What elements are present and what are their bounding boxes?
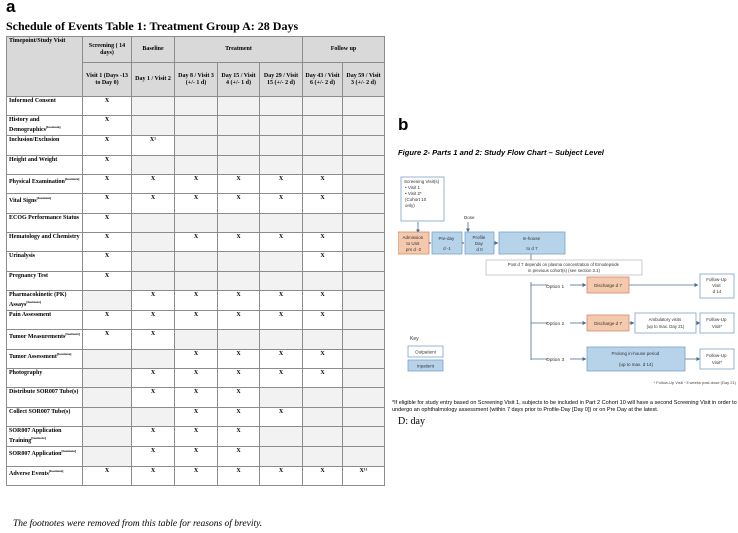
table-cell [303, 407, 343, 426]
key-title: Key [410, 336, 419, 342]
table-cell: X [132, 194, 175, 213]
table-row [7, 330, 385, 349]
table-cell [132, 97, 175, 116]
table-cell: X [175, 427, 218, 447]
svg-text:Admission to Unit: Admission to Unit pm d -2 [402, 235, 424, 252]
row-label: Collect SOR007 Tube(s) [7, 407, 83, 426]
table-cell [175, 252, 218, 271]
pre-day-box [432, 232, 462, 254]
table-cell [260, 447, 303, 466]
table-cell: X [303, 194, 343, 213]
table-cell [132, 349, 175, 368]
table-row [7, 466, 385, 485]
timepoint-header: Timepoint/Study Visit [7, 37, 83, 97]
dose-label: Dose [464, 215, 475, 220]
table-cell: X [83, 97, 132, 116]
table-cell [218, 330, 260, 349]
svg-text:Follow-Up Visit*: Follow-Up Visit* [706, 353, 727, 365]
visit-header: Day 43 / Visit 6 (+/- 2 d) [303, 63, 343, 97]
row-label: Distribute SOR007 Tube(s) [7, 388, 83, 407]
table-cell: X [260, 369, 303, 388]
follow-up-box-option-1 [700, 274, 734, 298]
table-cell [175, 271, 218, 290]
table-cell: X [83, 116, 132, 136]
table-cell: X [260, 233, 303, 252]
visit-header: Day 1 / Visit 2 [132, 63, 175, 97]
figure-note: *If eligible for study entry based on Screening Visit 1, subjects to be included in Part 2 Cohort 10 will have a second Screening Visit in order to undergo an ophthalmology assessment (within 7 days prior to Profile-Day [Day 0]) or on Pre Day at the latest. [392, 400, 737, 413]
table-cell [218, 155, 260, 174]
table-cell: X [260, 311, 303, 330]
table-cell [218, 252, 260, 271]
panel-a-label: a [6, 0, 16, 16]
table-cell [343, 252, 385, 271]
table-cell: X [303, 252, 343, 271]
row-label: Urinalysis [7, 252, 83, 271]
table-cell: X [132, 447, 175, 466]
table-cell: X [83, 175, 132, 194]
table-cell: X [260, 466, 303, 485]
table-cell: X [132, 388, 175, 407]
table-row [7, 213, 385, 232]
table-cell: X [218, 369, 260, 388]
table-cell: X [83, 271, 132, 290]
row-label: Pregnancy Test [7, 271, 83, 290]
table-cell: X [132, 311, 175, 330]
table-cell [260, 97, 303, 116]
table-row [7, 369, 385, 388]
table-row [7, 136, 385, 155]
table-cell: X [303, 175, 343, 194]
table-cell [343, 97, 385, 116]
table-row [7, 291, 385, 311]
table-cell [83, 447, 132, 466]
table-row [7, 233, 385, 252]
row-label: Photography [7, 369, 83, 388]
table-cell [343, 155, 385, 174]
table-cell [218, 271, 260, 290]
follow-up-box-option-3 [700, 349, 734, 369]
visit-header: Day 8 / Visit 3 (+/- 1 d) [175, 63, 218, 97]
discharge-box-option-2 [587, 315, 629, 331]
table-cell [303, 116, 343, 136]
key-inpatient [408, 360, 443, 371]
table-cell: X [132, 369, 175, 388]
table-cell: X [175, 388, 218, 407]
table-cell: X [218, 349, 260, 368]
table-footnote: The footnotes were removed from this table for reasons of brevity. [13, 519, 263, 529]
figure-title: Figure 2- Parts 1 and 2: Study Flow Chart – Subject Level [398, 148, 604, 157]
table-cell: X [83, 466, 132, 485]
table-cell [260, 116, 303, 136]
row-label: Hematology and Chemistry [7, 233, 83, 252]
table-cell [343, 447, 385, 466]
table-cell [303, 271, 343, 290]
svg-text:Follow-Up Visit*: Follow-Up Visit* [706, 317, 727, 329]
table-title: Schedule of Events Table 1: Treatment Group A: 28 Days [6, 19, 299, 33]
abbreviation-note: D: day [398, 416, 425, 427]
table-cell [132, 155, 175, 174]
table-cell [343, 330, 385, 349]
table-cell: X [175, 194, 218, 213]
table-cell: X [132, 466, 175, 485]
svg-text:Discharge d 7: Discharge d 7 [594, 321, 622, 326]
table-row [7, 388, 385, 407]
table-cell: X [132, 291, 175, 311]
table-cell [218, 116, 260, 136]
table-cell [303, 213, 343, 232]
svg-text:Ambulatory visits (up to: Ambulatory visits (up to max. Day 21) [646, 317, 685, 329]
table-cell: X [260, 291, 303, 311]
table-cell [83, 388, 132, 407]
table-cell [83, 349, 132, 368]
table-cell: X [303, 291, 343, 311]
group-header-treatment: Treatment [175, 37, 303, 63]
table-cell [132, 271, 175, 290]
table-row [7, 349, 385, 368]
table-cell [260, 136, 303, 155]
visit-header: Day 15 / Visit 4 (+/- 1 d) [218, 63, 260, 97]
row-label: ECOG Performance Status [7, 213, 83, 232]
table-cell [175, 116, 218, 136]
table-cell [175, 213, 218, 232]
svg-text:Profile Day d 0: Profile Day d 0 [472, 235, 486, 252]
table-row [7, 175, 385, 194]
table-cell [303, 427, 343, 447]
table-cell: X [175, 369, 218, 388]
table-cell [260, 213, 303, 232]
option-3-label: Option 3 [546, 358, 565, 363]
svg-text:In-house to d 7: In-house to d 7 [522, 236, 541, 251]
screening-visits-box [401, 177, 444, 221]
row-label: Pharmacokinetic (PK) Assays[footnote] [7, 291, 83, 311]
table-cell: X [132, 427, 175, 447]
table-cell: X [132, 175, 175, 194]
table-cell: X [218, 291, 260, 311]
table-cell [260, 427, 303, 447]
table-row [7, 155, 385, 174]
table-body [7, 97, 385, 486]
table-cell: X [175, 233, 218, 252]
table-cell: X¹ [132, 136, 175, 155]
table-cell [343, 427, 385, 447]
profile-day-box [465, 232, 494, 254]
table-cell: X [303, 466, 343, 485]
table-cell: X [83, 213, 132, 232]
group-header-baseline: Baseline [132, 37, 175, 63]
table-cell [303, 330, 343, 349]
table-cell [218, 97, 260, 116]
table-cell [260, 155, 303, 174]
table-cell: X [83, 311, 132, 330]
row-label: SOR007 Application Training[footnote] [7, 427, 83, 447]
table-cell: X [175, 407, 218, 426]
table-cell: X [132, 330, 175, 349]
prolong-in-house-box [587, 347, 685, 371]
table-cell [132, 213, 175, 232]
table-cell [132, 252, 175, 271]
table-cell: X [175, 466, 218, 485]
table-cell [303, 447, 343, 466]
admission-box [398, 232, 429, 254]
row-label: Adverse Events[footnote] [7, 466, 83, 485]
table-cell: X [218, 447, 260, 466]
table-cell [343, 349, 385, 368]
table-cell: X [303, 349, 343, 368]
table-cell: X [83, 136, 132, 155]
row-label: Physical Examination[footnote] [7, 175, 83, 194]
table-cell [175, 330, 218, 349]
table-row [7, 407, 385, 426]
option-1-label: Option 1 [546, 285, 565, 290]
row-label: Pain Assessment [7, 311, 83, 330]
table-cell [343, 388, 385, 407]
table-cell: X [303, 311, 343, 330]
table-cell [260, 330, 303, 349]
table-cell [303, 136, 343, 155]
svg-text:Post d 7 depends on plasma con: Post d 7 depends on plasma concentration of Emodepside in previous cohort(s) (see section 3.1) [507, 262, 620, 273]
table-row [7, 271, 385, 290]
table-cell: X [83, 330, 132, 349]
svg-text:Follow-Up Visit d: Follow-Up Visit d 14 [706, 277, 727, 294]
row-label: Tumor Assessment[footnote] [7, 349, 83, 368]
svg-text:Outpatient: Outpatient [415, 349, 436, 355]
table-cell [83, 291, 132, 311]
row-label: Informed Consent [7, 97, 83, 116]
table-row [7, 311, 385, 330]
table-cell [343, 116, 385, 136]
group-header-follow-up: Follow up [303, 37, 385, 63]
table-cell [303, 388, 343, 407]
table-row [7, 427, 385, 447]
ambulatory-visits-box [635, 313, 696, 333]
flow-chart-footnote: * Follow-Up Visit ~3 weeks post-dose (Day 21) [653, 380, 736, 385]
table-cell: X [303, 369, 343, 388]
svg-text:Discharge d 7: Discharge d 7 [594, 283, 622, 288]
table-cell: X [218, 311, 260, 330]
table-cell [132, 116, 175, 136]
table-cell: X [218, 427, 260, 447]
table-cell [175, 136, 218, 155]
table-cell: X [218, 194, 260, 213]
table-cell [343, 194, 385, 213]
table-row [7, 252, 385, 271]
row-label: Tumor Measurements[footnote] [7, 330, 83, 349]
table-cell [343, 175, 385, 194]
table-cell [83, 369, 132, 388]
table-cell [132, 233, 175, 252]
group-header-screening: Screening ( 14 days) [83, 37, 132, 63]
visit-header: Visit 1 (Days -13 to Day 0) [83, 63, 132, 97]
table-cell [343, 311, 385, 330]
header-row-groups [7, 37, 385, 63]
post-day7-note [486, 260, 642, 275]
table-cell [83, 407, 132, 426]
table-cell: X [218, 233, 260, 252]
table-cell [343, 291, 385, 311]
table-cell: X¹¹ [343, 466, 385, 485]
table-cell: X [260, 349, 303, 368]
svg-text:Screening Visit(s) • Vi: Screening Visit(s) • Visit 1 • Visit 2* (Cohort 10 only) [404, 179, 440, 208]
row-label: SOR007 Application[footnote] [7, 447, 83, 466]
table-cell: X [218, 466, 260, 485]
table-cell [343, 233, 385, 252]
table-cell [260, 271, 303, 290]
table-row [7, 194, 385, 213]
study-flow-chart [398, 170, 738, 392]
visit-header: Day 59 / Visit 3 (+/- 2 d) [343, 63, 385, 97]
table-cell: X [83, 252, 132, 271]
table-cell: X [218, 407, 260, 426]
table-cell [303, 155, 343, 174]
table-cell [343, 407, 385, 426]
table-cell: X [175, 291, 218, 311]
in-house-box [499, 232, 565, 254]
table-cell: X [175, 447, 218, 466]
table-cell: X [175, 175, 218, 194]
table-cell [343, 271, 385, 290]
row-label: Vital Signs[footnote] [7, 194, 83, 213]
key-outpatient [408, 346, 443, 357]
table-cell: X [218, 175, 260, 194]
table-cell: X [175, 349, 218, 368]
panel-b-label: b [398, 115, 409, 134]
table-cell [343, 213, 385, 232]
table-cell: X [260, 407, 303, 426]
table-cell: X [260, 175, 303, 194]
row-label: History and Demographics[footnote] [7, 116, 83, 136]
option-2-label: Option 2 [546, 322, 565, 327]
table-cell [260, 388, 303, 407]
row-label: Inclusion/Exclusion [7, 136, 83, 155]
follow-up-box-option-2 [700, 313, 734, 333]
svg-text:Inpatient: Inpatient [416, 363, 435, 369]
table-cell [343, 136, 385, 155]
svg-text:Pre-day d -1: Pre-day d -1 [438, 236, 455, 251]
table-cell: X [303, 233, 343, 252]
table-cell: X [83, 194, 132, 213]
table-cell [218, 136, 260, 155]
table-cell [343, 369, 385, 388]
svg-text:Prolong in-house period: Prolong in-house period (up to max. d 14) [611, 351, 660, 367]
visit-header: Day 29 / Visit 15 (+/- 2 d) [260, 63, 303, 97]
schedule-of-events-table [6, 36, 385, 486]
table-cell [303, 97, 343, 116]
table-cell [132, 407, 175, 426]
table-cell: X [260, 194, 303, 213]
table-cell: X [218, 388, 260, 407]
table-cell: X [83, 155, 132, 174]
table-cell [175, 97, 218, 116]
table-cell [260, 252, 303, 271]
table-cell: X [175, 311, 218, 330]
table-cell: X [83, 233, 132, 252]
table-row [7, 97, 385, 116]
table-cell [175, 155, 218, 174]
table-cell [83, 427, 132, 447]
discharge-box-option-1 [587, 277, 629, 293]
row-label: Height and Weight [7, 155, 83, 174]
table-cell [218, 213, 260, 232]
table-row [7, 447, 385, 466]
table-row [7, 116, 385, 136]
